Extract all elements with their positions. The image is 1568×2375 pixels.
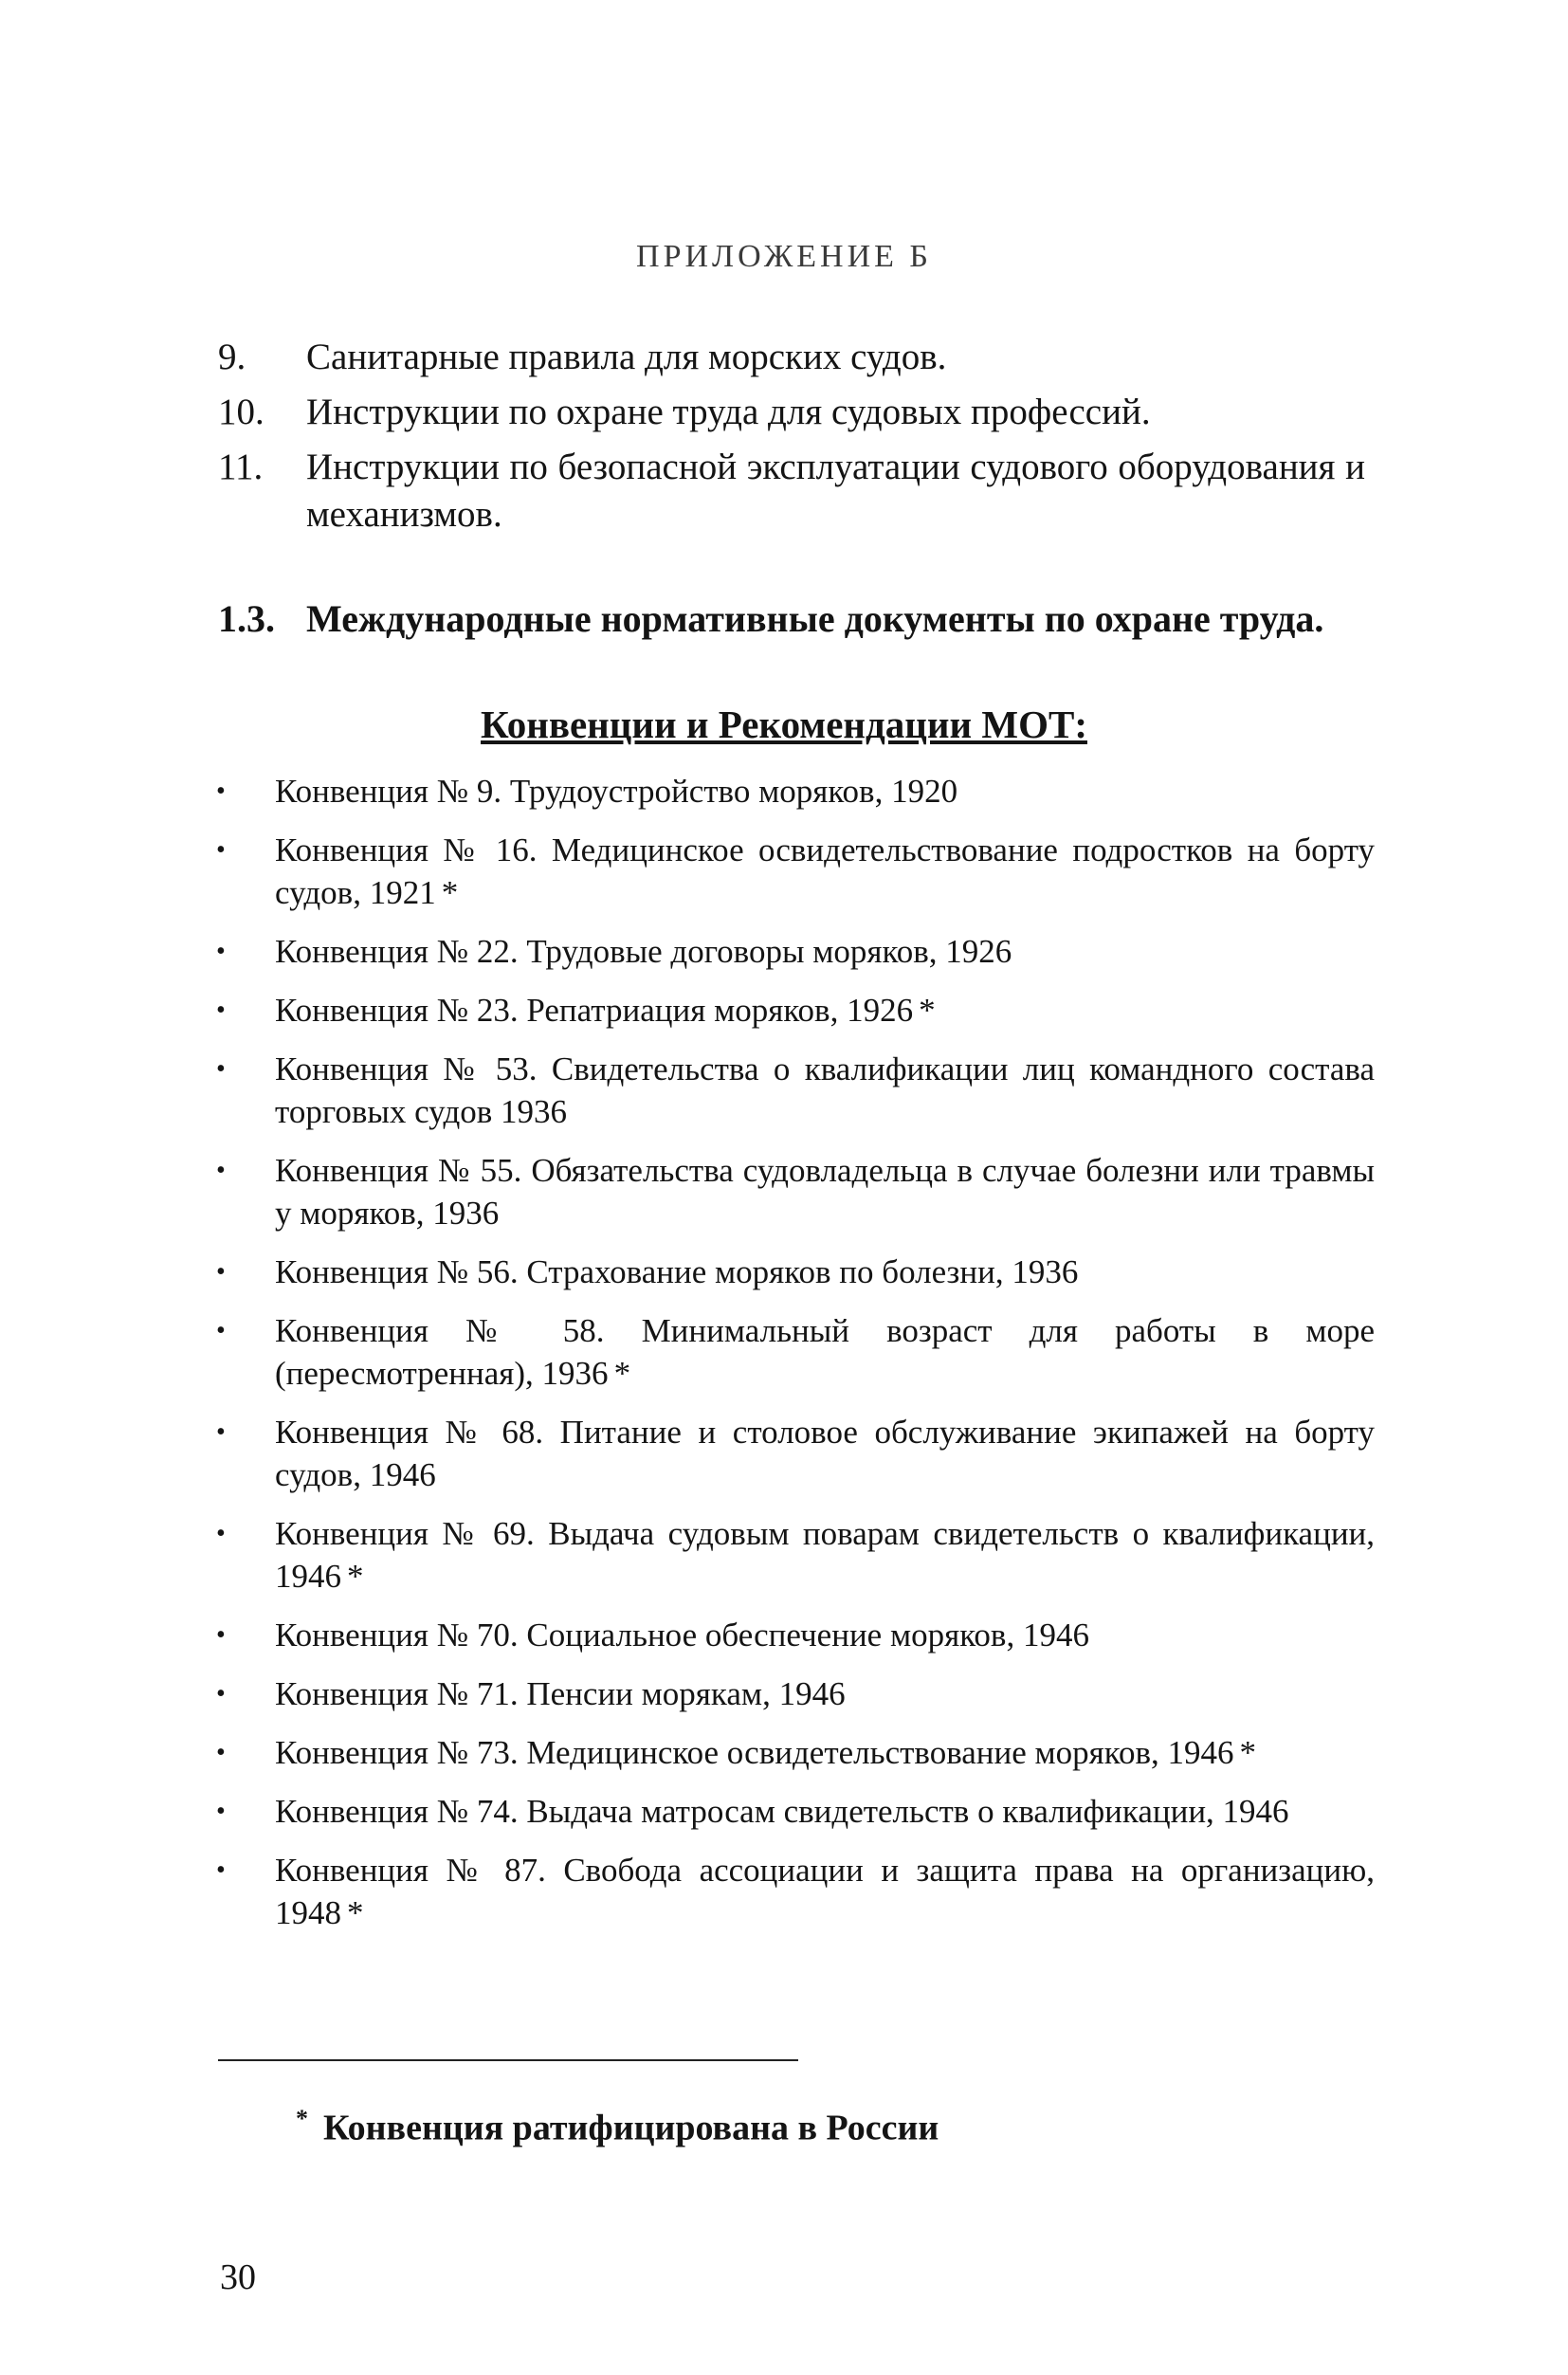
list-item-text: Инструкции по безопасной эксплуатации судового оборудования и механизмов. — [306, 447, 1365, 535]
convention-number: 56. — [476, 1253, 519, 1290]
list-item-number: 10. — [218, 392, 264, 432]
convention-text — [275, 1309, 1375, 1395]
page-header: ПРИЛОЖЕНИЕ Б — [636, 239, 932, 274]
bullet-icon: • — [216, 835, 226, 865]
footnote-text: Конвенция ратифицирована в России — [323, 2108, 939, 2148]
list-item — [218, 334, 1365, 381]
convention-text — [275, 1790, 1375, 1833]
list-item — [216, 1614, 1375, 1656]
convention-title: Страхование моряков по болезни, 1936 — [526, 1253, 1079, 1290]
ratified-mark: * — [1239, 1734, 1257, 1771]
bullet-icon: • — [216, 1156, 226, 1185]
numbered-list — [218, 334, 1365, 546]
bullet-icon: • — [216, 1679, 226, 1708]
bullet-icon: • — [216, 1797, 226, 1826]
ratified-mark: * — [919, 992, 936, 1029]
list-item — [216, 829, 1375, 914]
list-item-number: 9. — [218, 337, 246, 377]
list-item — [216, 770, 1375, 813]
convention-text — [275, 1849, 1375, 1934]
convention-number: 68. — [501, 1414, 544, 1451]
convention-label: Конвенция № — [275, 1617, 469, 1653]
bullet-icon: • — [216, 1054, 226, 1084]
convention-label: Конвенция № — [275, 1152, 471, 1189]
subheading: Конвенции и Рекомендации МОТ: — [481, 703, 1087, 746]
convention-title: Минимальный возраст для работы в море (пересмотренная), 1936 — [275, 1312, 1376, 1392]
ratified-mark: * — [347, 1558, 364, 1595]
convention-label: Конвенция № — [275, 1312, 526, 1349]
convention-number: 23. — [476, 992, 519, 1029]
convention-label: Конвенция № — [275, 1852, 487, 1889]
convention-title: Обязательства судовладельца в случае болезни или травмы у моряков, 1936 — [275, 1152, 1376, 1232]
bullet-icon: • — [216, 1620, 226, 1650]
convention-label: Конвенция № — [275, 992, 469, 1029]
convention-title: Медицинское освидетельствование подростков на борту судов, 1921 — [275, 831, 1376, 911]
list-item — [216, 1309, 1375, 1395]
bullet-icon: • — [216, 1417, 226, 1447]
list-item — [216, 1411, 1375, 1496]
convention-number: 16. — [495, 831, 538, 868]
bullet-icon: • — [216, 1855, 226, 1885]
convention-title: Трудоустройство моряков, 1920 — [509, 773, 958, 810]
page-number: 30 — [220, 2257, 256, 2297]
ratified-mark: * — [441, 874, 459, 911]
convention-title: Выдача судовым поварам свидетельств о квалификации, 1946 — [275, 1515, 1376, 1595]
section-number: 1.3. — [218, 597, 275, 640]
convention-title: Питание и столовое обслуживание экипажей на борту судов, 1946 — [275, 1414, 1376, 1493]
bullet-icon: • — [216, 1519, 226, 1548]
convention-label: Конвенция № — [275, 1793, 469, 1830]
convention-text — [275, 1731, 1375, 1774]
list-item — [216, 1512, 1375, 1598]
convention-text — [275, 1149, 1375, 1234]
bullet-icon: • — [216, 937, 226, 966]
convention-text — [275, 829, 1375, 914]
list-item — [216, 1731, 1375, 1774]
convention-title: Репатриация моряков, 1926 — [526, 992, 914, 1029]
list-item-text: Инструкции по охране труда для судовых профессий. — [306, 392, 1151, 432]
convention-label: Конвенция № — [275, 1414, 485, 1451]
bullet-icon: • — [216, 996, 226, 1025]
list-item — [216, 1790, 1375, 1833]
list-item — [218, 389, 1365, 436]
convention-label: Конвенция № — [275, 1050, 482, 1087]
list-item — [216, 930, 1375, 973]
convention-title: Социальное обеспечение моряков, 1946 — [526, 1617, 1089, 1653]
convention-title: Свобода ассоциации и защита права на организацию, 1948 — [275, 1852, 1376, 1931]
convention-number: 58. — [562, 1312, 605, 1349]
convention-text — [275, 930, 1375, 973]
footnote-divider — [218, 2059, 798, 2061]
bullet-icon: • — [216, 1316, 226, 1345]
convention-number: 73. — [476, 1734, 519, 1771]
convention-number: 70. — [476, 1617, 519, 1653]
ratified-mark: * — [347, 1894, 364, 1931]
convention-label: Конвенция № — [275, 1253, 469, 1290]
convention-text — [275, 770, 1375, 813]
bullet-icon: • — [216, 776, 226, 806]
convention-text — [275, 1614, 1375, 1656]
convention-title: Трудовые договоры моряков, 1926 — [526, 933, 1012, 970]
list-item — [218, 444, 1365, 539]
bullet-icon: • — [216, 1738, 226, 1767]
list-item — [216, 1849, 1375, 1934]
convention-title: Медицинское освидетельствование моряков, 1946 — [526, 1734, 1234, 1771]
section-title: Международные нормативные документы по охране труда. — [306, 597, 1324, 640]
conventions-list — [216, 770, 1375, 1950]
convention-label: Конвенция № — [275, 1515, 480, 1552]
convention-title: Свидетельства о квалификации лиц командного состава торговых судов 1936 — [275, 1050, 1376, 1130]
convention-text — [275, 1251, 1375, 1293]
list-item — [216, 1048, 1375, 1133]
convention-label: Конвенция № — [275, 1734, 469, 1771]
convention-title: Пенсии морякам, 1946 — [526, 1675, 846, 1712]
convention-text — [275, 1411, 1375, 1496]
list-item — [216, 1149, 1375, 1234]
convention-number: 74. — [476, 1793, 519, 1830]
convention-title: Выдача матросам свидетельств о квалификации, 1946 — [526, 1793, 1289, 1830]
bullet-icon: • — [216, 1257, 226, 1287]
convention-number: 9. — [476, 773, 502, 810]
convention-text — [275, 1512, 1375, 1598]
convention-number: 69. — [493, 1515, 535, 1552]
convention-number: 22. — [476, 933, 519, 970]
convention-label: Конвенция № — [275, 773, 469, 810]
list-item — [216, 1251, 1375, 1293]
list-item-text: Санитарные правила для морских судов. — [306, 337, 947, 377]
footnote-mark: * — [296, 2105, 308, 2132]
convention-number: 55. — [480, 1152, 522, 1189]
footnote — [296, 2095, 939, 2152]
list-item-number: 11. — [218, 447, 264, 487]
convention-label: Конвенция № — [275, 1675, 469, 1712]
convention-text — [275, 1672, 1375, 1715]
convention-number: 53. — [495, 1050, 538, 1087]
convention-number: 71. — [476, 1675, 519, 1712]
convention-number: 87. — [504, 1852, 546, 1889]
convention-text — [275, 989, 1375, 1032]
convention-text — [275, 1048, 1375, 1133]
ratified-mark: * — [613, 1355, 631, 1392]
list-item — [216, 989, 1375, 1032]
section-heading — [218, 595, 1375, 643]
convention-label: Конвенция № — [275, 933, 469, 970]
list-item — [216, 1672, 1375, 1715]
convention-label: Конвенция № — [275, 831, 482, 868]
